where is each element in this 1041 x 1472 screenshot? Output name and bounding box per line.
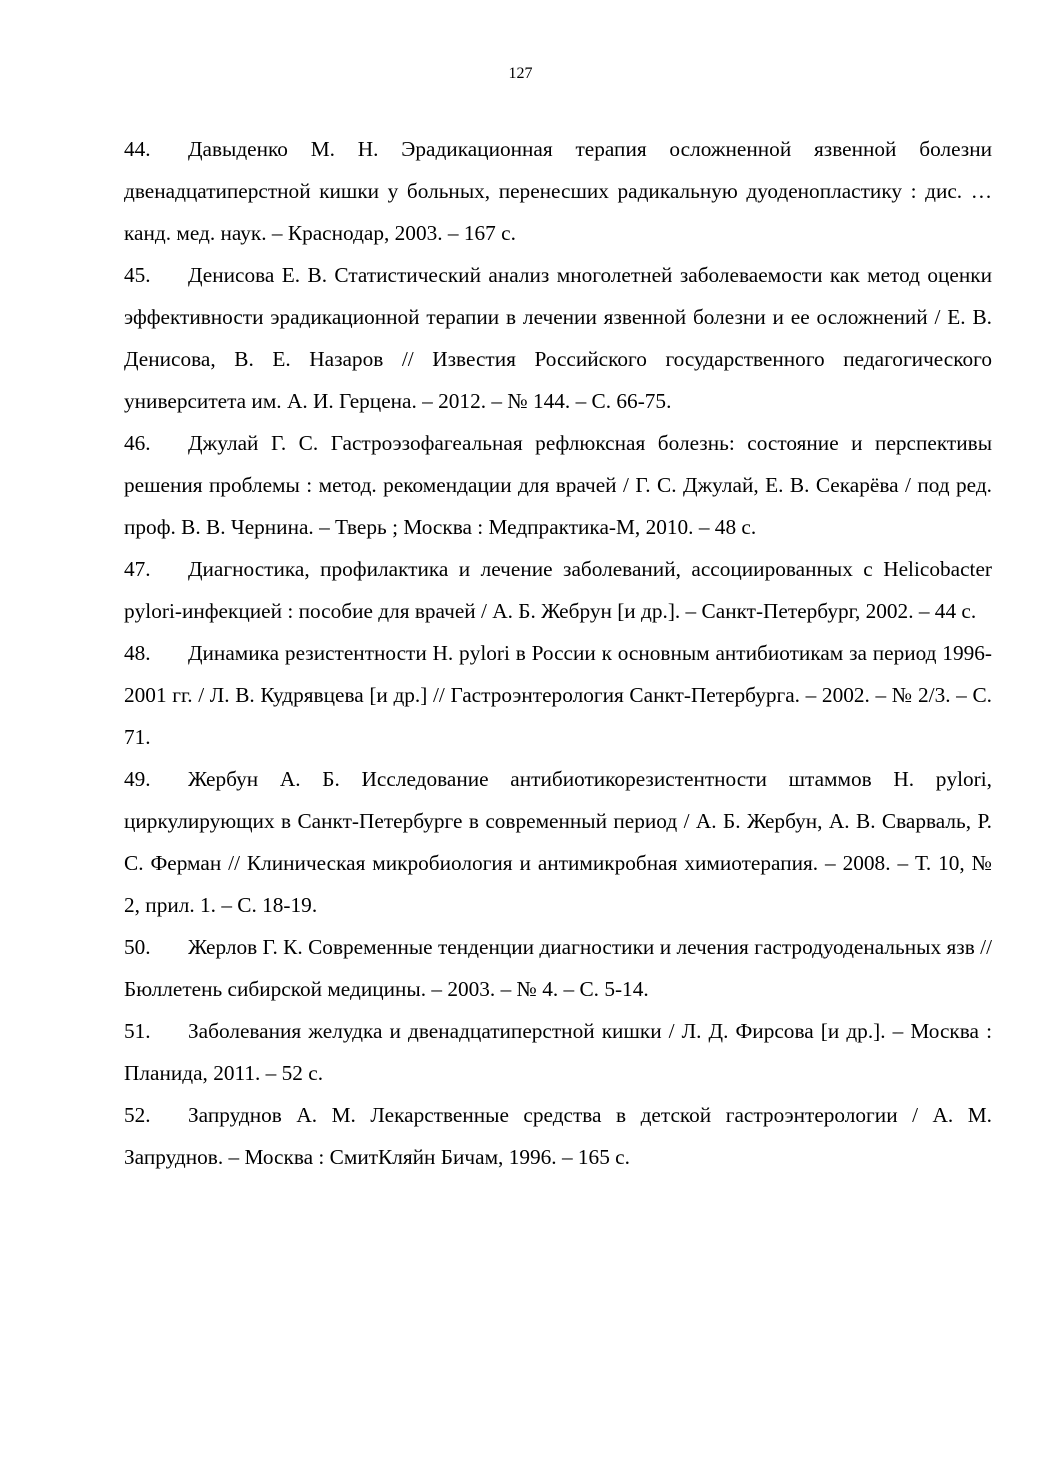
reference-text: Запруднов А. М. Лекарственные средства в детской гастроэнтерологии / А. М. Запруднов. – Москва : СмитКляйн Бичам, 1996. – 165 с. <box>124 1103 992 1169</box>
reference-item <box>124 128 992 254</box>
reference-text: Заболевания желудка и двенадцатиперстной кишки / Л. Д. Фирсова [и др.]. – Москва : Планида, 2011. – 52 с. <box>124 1019 992 1085</box>
reference-number: 49. <box>124 767 151 791</box>
reference-item <box>124 254 992 422</box>
reference-text: Давыденко М. Н. Эрадикационная терапия осложненной язвенной болезни двенадцатиперстной кишки у больных, перенесших радикальную дуоденопластику : дис. … канд. мед. наук. – Краснодар, 2003. – 167 с. <box>124 137 992 245</box>
reference-number: 46. <box>124 431 151 455</box>
reference-list <box>124 128 992 1178</box>
reference-text: Джулай Г. С. Гастроэзофагеальная рефлюксная болезнь: состояние и перспективы решения проблемы : метод. рекомендации для врачей / Г. С. Джулай, Е. В. Секарёва / под ред. проф. В. В. Чернина. – Тверь ; Москва : Медпрактика-М, 2010. – 48 с. <box>124 431 992 539</box>
reference-item <box>124 548 992 632</box>
reference-text: Динамика резистентности H. pylori в России к основным антибиотикам за период 1996-2001 гг. / Л. В. Кудрявцева [и др.] // Гастроэнтерология Санкт-Петербурга. – 2002. – № 2/3. – С. 71. <box>124 641 992 749</box>
reference-number: 51. <box>124 1019 151 1043</box>
reference-item <box>124 632 992 758</box>
reference-number: 52. <box>124 1103 151 1127</box>
reference-number: 48. <box>124 641 151 665</box>
reference-item <box>124 926 992 1010</box>
reference-item <box>124 1094 992 1178</box>
reference-item <box>124 758 992 926</box>
reference-text: Денисова Е. В. Статистический анализ многолетней заболеваемости как метод оценки эффективности эрадикационной терапии в лечении язвенной болезни и ее осложнений / Е. В. Денисова, В. Е. Назаров // Известия Российского государственного педагогического университета им. А. И. Герцена. – 2012. – № 144. – С. 66-75. <box>124 263 992 413</box>
reference-number: 45. <box>124 263 151 287</box>
reference-text: Жербун А. Б. Исследование антибиотикорезистентности штаммов H. pylori, циркулирующих в Санкт-Петербурге в современный период / А. Б. Жербун, А. В. Сварваль, Р. С. Ферман // Клиническая микробиология и антимикробная химиотерапия. – 2008. – Т. 10, № 2, прил. 1. – С. 18-19. <box>124 767 992 917</box>
reference-item <box>124 422 992 548</box>
page-number: 127 <box>508 65 533 82</box>
reference-number: 50. <box>124 935 151 959</box>
reference-text: Жерлов Г. К. Современные тенденции диагностики и лечения гастродуоденальных язв // Бюллетень сибирской медицины. – 2003. – № 4. – С. 5-14. <box>124 935 992 1001</box>
reference-text: Диагностика, профилактика и лечение заболеваний, ассоциированных с Helicobacter pylori-инфекцией : пособие для врачей / А. Б. Жебрун [и др.]. – Санкт-Петербург, 2002. – 44 с. <box>124 557 992 623</box>
reference-item <box>124 1010 992 1094</box>
reference-number: 47. <box>124 557 151 581</box>
reference-number: 44. <box>124 137 151 161</box>
